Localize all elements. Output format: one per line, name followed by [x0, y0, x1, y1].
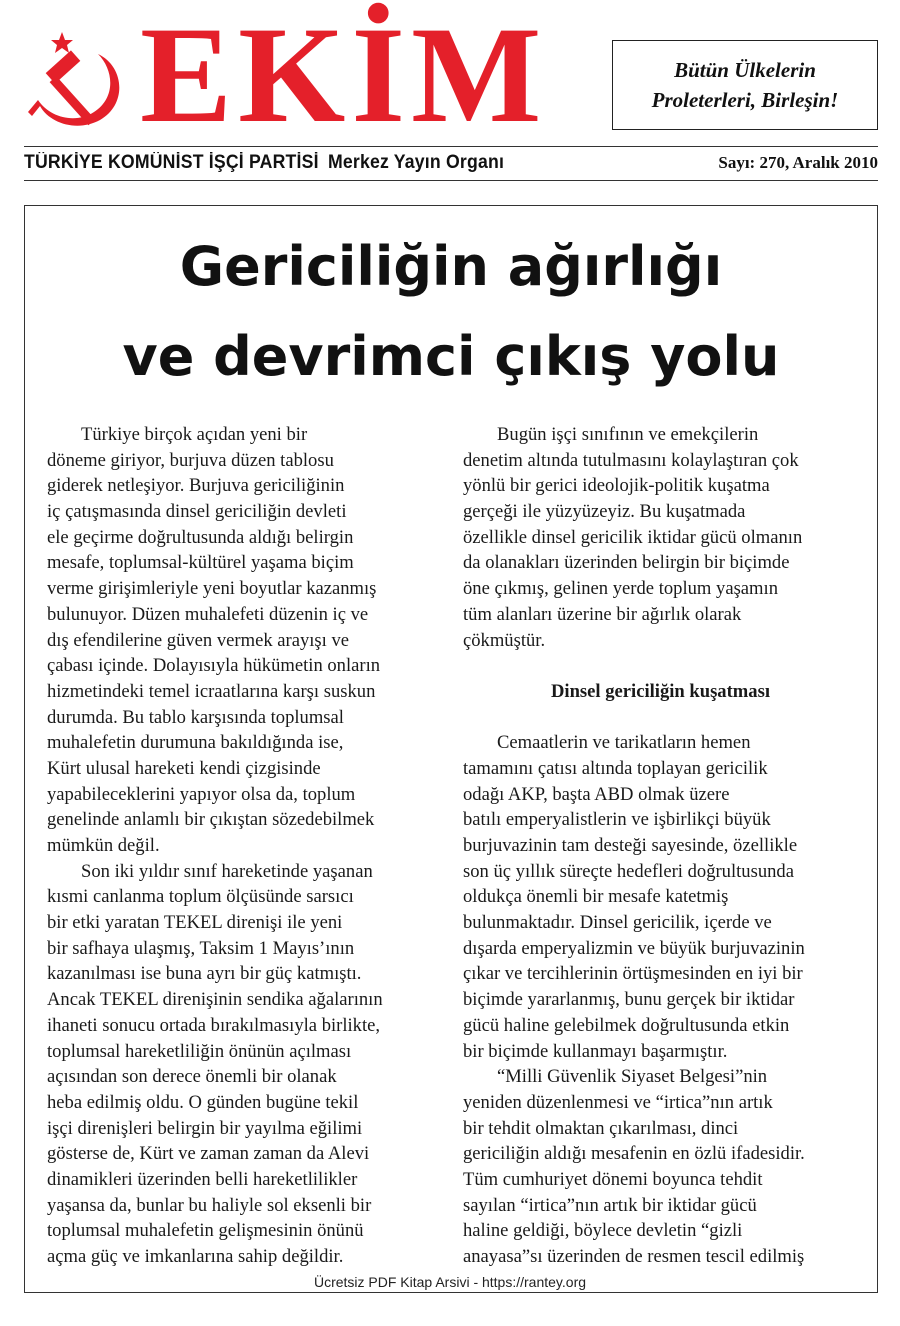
- text-line: açma güç ve imkanlarına sahip değildir.: [47, 1246, 344, 1267]
- spacer: [463, 705, 858, 731]
- text-line: özellikle dinsel gericilik iktidar gücü olmanın: [463, 526, 803, 548]
- text-line: bir tehdit olmaktan çıkarılması, dinci: [463, 1117, 739, 1139]
- text-line: dışarda emperyalizmin ve büyük burjuvazinin: [463, 937, 805, 959]
- text-line: haline geldiği, böylece devletin “gizli: [463, 1220, 743, 1242]
- spacer: [463, 653, 858, 679]
- masthead: [0, 0, 900, 200]
- text-line: ihaneti sonucu ortada bırakılmasıyla birlikte,: [47, 1014, 381, 1036]
- organ-name: Merkez Yayın Organı: [327, 152, 505, 173]
- text-line: işçi direnişleri belirgin bir yayılma eğilimi: [47, 1117, 363, 1139]
- text-line: çabası içinde. Dolayısıyla hükümetin onların: [47, 655, 381, 677]
- text-line: genelinde anlamlı bir çıkıştan sözedebilmek: [47, 809, 375, 831]
- article-headline: [24, 222, 878, 402]
- masthead-rule-bottom: [24, 180, 878, 181]
- text-line: bir safhaya ulaşmış, Taksim 1 Mayıs’ının: [47, 937, 355, 959]
- text-line: gösterse de, Kürt ve zaman zaman da Alevi: [47, 1143, 370, 1165]
- text-line: ele geçirme doğrultusunda aldığı belirgin: [47, 526, 354, 548]
- text-line: Cemaatlerin ve tarikatların hemen: [497, 732, 751, 754]
- masthead-rule-top: [24, 146, 878, 147]
- text-line: Son iki yıldır sınıf hareketinde yaşanan: [81, 860, 373, 882]
- text-line: toplumsal muhalefetin gelişmesinin önünü: [47, 1220, 364, 1242]
- footer-watermark: Ücretsiz PDF Kitap Arsivi - https://rantey.org: [313, 1274, 587, 1290]
- text-line: açısından son derece önemli bir olanak: [47, 1066, 337, 1088]
- text-line: durumda. Bu tablo karşısında toplumsal: [47, 706, 344, 728]
- text-line: Kürt ulusal hareketi kendi çizgisinde: [47, 757, 321, 779]
- text-line: çökmüştür.: [463, 629, 546, 651]
- text-line: toplumsal hareketliliğin önünün açılması: [47, 1040, 352, 1062]
- section-subheading: Dinsel gericiliğin kuşatması: [550, 680, 770, 702]
- text-line: batılı emperyalistlerin ve işbirlikçi büyük: [463, 809, 771, 831]
- text-line: döneme giriyor, burjuva düzen tablosu: [47, 449, 334, 471]
- slogan-box: [612, 40, 878, 130]
- text-line: giderek netleşiyor. Burjuva gericiliğinin: [47, 475, 345, 497]
- text-line: gücü haline gelebilmek doğrultusunda etkin: [463, 1014, 790, 1036]
- headline-line-2: ve devrimci çıkış yolu: [122, 325, 780, 388]
- party-name: TÜRKİYE KOMÜNİST İŞÇİ PARTİSİ: [24, 152, 319, 173]
- slogan-line-1: Bütün Ülkelerin: [674, 58, 816, 82]
- text-line: bulunuyor. Düzen muhalefeti düzenin iç ve: [47, 603, 369, 625]
- text-line: odağı AKP, başta ABD olmak üzere: [463, 783, 730, 805]
- text-line: tüm alanları üzerine bir ağırlık olarak: [463, 603, 742, 625]
- text-line: hizmetindeki temel icraatlarına karşı suskun: [47, 680, 376, 702]
- text-line: anayasa”sı üzerinden de resmen tescil edilmiş: [463, 1246, 805, 1267]
- text-line: sayılan “irtica”nın artık bir iktidar gücü: [463, 1194, 757, 1216]
- text-line: biçimde yararlanmış, bunu gerçek bir iktidar: [463, 989, 795, 1011]
- slogan-line-2: Proleterleri, Birleşin!: [651, 88, 839, 112]
- text-line: Ancak TEKEL direnişinin sendika ağalarının: [47, 989, 383, 1011]
- right-column: [463, 422, 858, 1270]
- text-line: yeniden düzenlenmesi ve “irtica”nın artık: [463, 1091, 773, 1113]
- text-line: Türkiye birçok açıdan yeni bir: [81, 424, 308, 445]
- text-line: bir etki yaratan TEKEL direnişi ile yeni: [47, 912, 343, 934]
- text-line: verme girişimleriyle yeni boyutlar kazanmış: [47, 578, 377, 600]
- text-line: tamamını çatısı altında toplayan gericilik: [463, 757, 768, 779]
- text-line: dış efendilerine güven vermek arayışı ve: [47, 629, 350, 651]
- text-line: mesafe, toplumsal-kültürel yaşama biçim: [47, 552, 354, 574]
- text-line: çıkar ve tercihlerinin örtüşmesinden en iyi bir: [463, 963, 803, 985]
- text-line: bulunmaktadır. Dinsel gericilik, içerde ve: [463, 912, 772, 934]
- text-line: yaşansa da, bunlar bu haliyle sol eksenli bir: [47, 1194, 372, 1216]
- text-line: muhalefetin durumuna bakıldığında ise,: [47, 732, 344, 754]
- left-column: [47, 422, 447, 1270]
- text-line: heba edilmiş oldu. O günden bugüne tekil: [47, 1091, 359, 1113]
- text-line: “Milli Güvenlik Siyaset Belgesi”nin: [497, 1066, 768, 1088]
- hammer-sickle-star-icon: [28, 32, 140, 136]
- text-line: yönlü bir gerici ideolojik-politik kuşatma: [463, 475, 770, 497]
- text-line: gerçeği ile yüzyüzeyiz. Bu kuşatmada: [463, 501, 746, 523]
- text-line: yapabileceklerini yapıyor olsa da, toplum: [47, 783, 356, 805]
- text-line: dinamikleri üzerinden belli hareketlilikler: [47, 1168, 358, 1190]
- text-line: iç çatışmasında dinsel gericiliğin devleti: [47, 501, 347, 523]
- text-line: bir biçimde kullanmayı başarmıştır.: [463, 1040, 728, 1062]
- text-line: burjuvazinin tam desteği sayesinde, özellikle: [463, 835, 798, 856]
- text-line: mümkün değil.: [47, 835, 160, 856]
- text-line: gericiliğin aldığı mesafenin en özlü ifadesidir.: [463, 1143, 805, 1165]
- text-line: kazanılması ise buna ayrı bir güç katmıştı.: [47, 963, 362, 985]
- text-line: son üç yıllık süreçte hedefleri doğrultusunda: [463, 860, 794, 882]
- text-line: kısmi canlanma toplum ölçüsünde sarsıcı: [47, 886, 354, 908]
- headline-line-1: Gericiliğin ağırlığı: [179, 235, 723, 298]
- text-line: denetim altında tutulmasını kolaylaştıran çok: [463, 449, 799, 471]
- text-line: Bugün işçi sınıfının ve emekçilerin: [497, 424, 759, 445]
- issue-info: Sayı: 270, Aralık 2010: [718, 153, 878, 172]
- text-line: Tüm cumhuriyet dönemi boyunca tehdit: [463, 1168, 763, 1190]
- logo-wordmark: EKİM: [140, 0, 548, 151]
- text-line: oldukça önemli bir mesafe katetmiş: [463, 886, 729, 908]
- text-line: öne çıkmış, gelinen yerde toplum yaşamın: [463, 578, 778, 600]
- text-line: da olanakları üzerinden belirgin bir biçimde: [463, 552, 790, 574]
- party-line: [24, 148, 504, 178]
